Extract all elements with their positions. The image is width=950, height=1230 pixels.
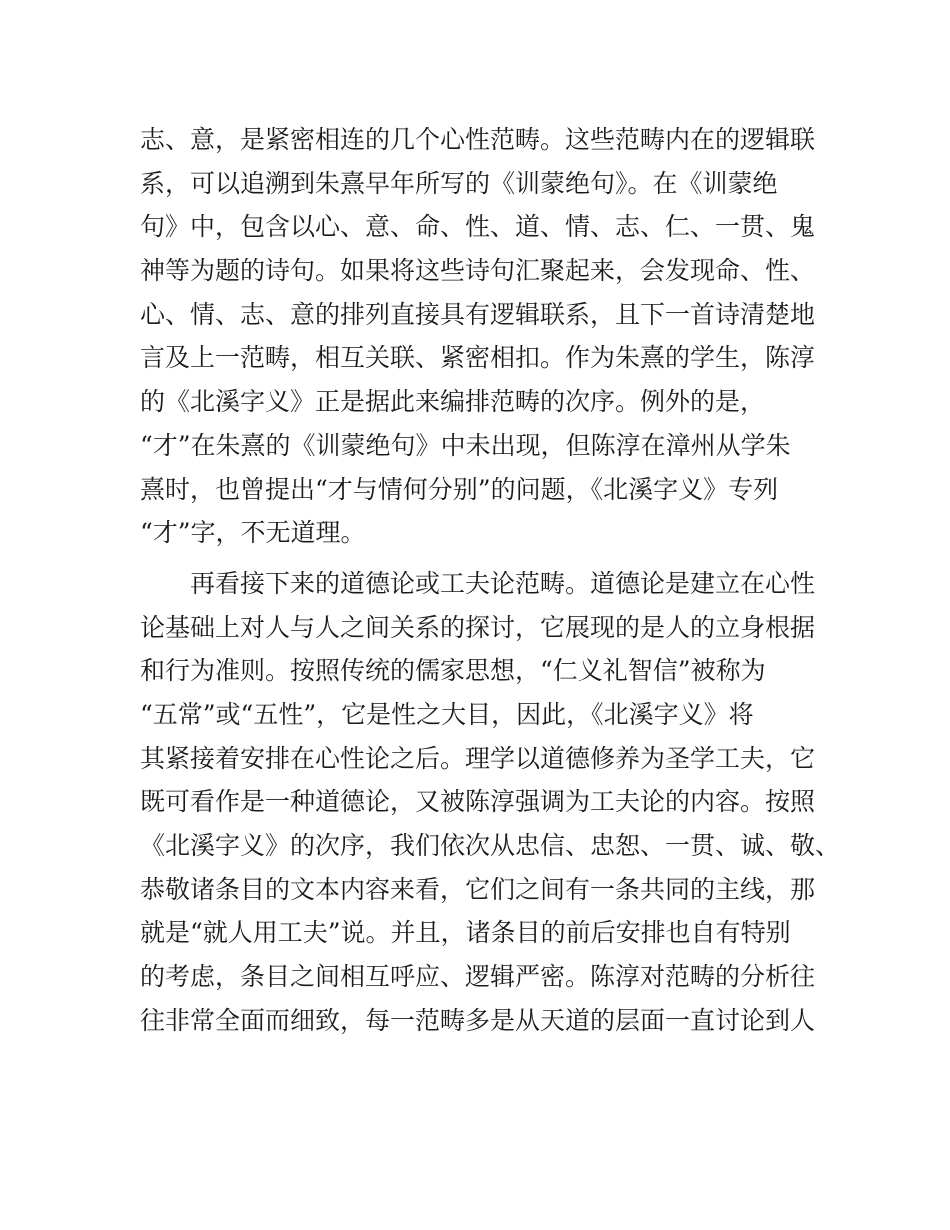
- text-line: 的《北溪字义》正是据此来编排范畴的次序。例外的是，: [140, 387, 766, 417]
- text-line: 志、意，是紧密相连的几个心性范畴。这些范畴内在的逻辑联: [140, 125, 816, 154]
- text-line: 就是“就人用工夫”说。并且，诸条目的前后安排也自有特别: [140, 918, 791, 948]
- text-line: “才”字，不无道理。: [140, 518, 366, 548]
- text-line: 既可看作是一种道德论，又被陈淳强调为工夫论的内容。按照: [140, 787, 816, 817]
- text-line: 言及上一范畴，相互关联、紧密相扣。作为朱熹的学生，陈淳: [140, 343, 816, 373]
- text-line: 《北溪字义》的次序，我们依次从忠信、忠恕、一贯、诚、敬、: [140, 831, 841, 860]
- paragraph-2: [140, 562, 840, 1043]
- text-line: “五常”或“五性”，它是性之大目，因此，《北溪字义》将: [140, 699, 754, 729]
- text-line: 心、情、志、意的排列直接具有逻辑联系，且下一首诗清楚地: [140, 299, 816, 329]
- text-line: 恭敬诸条目的文本内容来看，它们之间有一条共同的主线，那: [140, 874, 816, 904]
- paragraph-1: [140, 118, 840, 555]
- text-line: 熹时，也曾提出“才与情何分别”的问题，《北溪字义》专列: [140, 474, 779, 504]
- text-line: 往非常全面而细致，每一范畴多是从天道的层面一直讨论到人: [140, 1005, 816, 1035]
- text-line: 句》中，包含以心、意、命、性、道、情、志、仁、一贯、鬼: [140, 212, 816, 242]
- paragraph-spacer: [140, 555, 840, 562]
- text-line: 神等为题的诗句。如果将这些诗句汇聚起来，会发现命、性、: [140, 256, 816, 286]
- body-text: [140, 118, 840, 1042]
- text-line: 系，可以追溯到朱熹早年所写的《训蒙绝句》。在《训蒙绝: [140, 168, 778, 198]
- text-line: 的考虑，条目之间相互呼应、逻辑严密。陈淳对范畴的分析往: [140, 962, 816, 992]
- text-line: 和行为准则。按照传统的儒家思想，“仁义礼智信”被称为: [140, 656, 766, 686]
- text-line: 论基础上对人与人之间关系的探讨，它展现的是人的立身根据: [140, 612, 816, 642]
- text-line: 再看接下来的道德论或工夫论范畴。道德论是建立在心性: [140, 568, 816, 598]
- text-line: 其紧接着安排在心性论之后。理学以道德修养为圣学工夫，它: [140, 743, 816, 773]
- text-line: “才”在朱熹的《训蒙绝句》中未出现，但陈淳在漳州从学朱: [140, 430, 791, 460]
